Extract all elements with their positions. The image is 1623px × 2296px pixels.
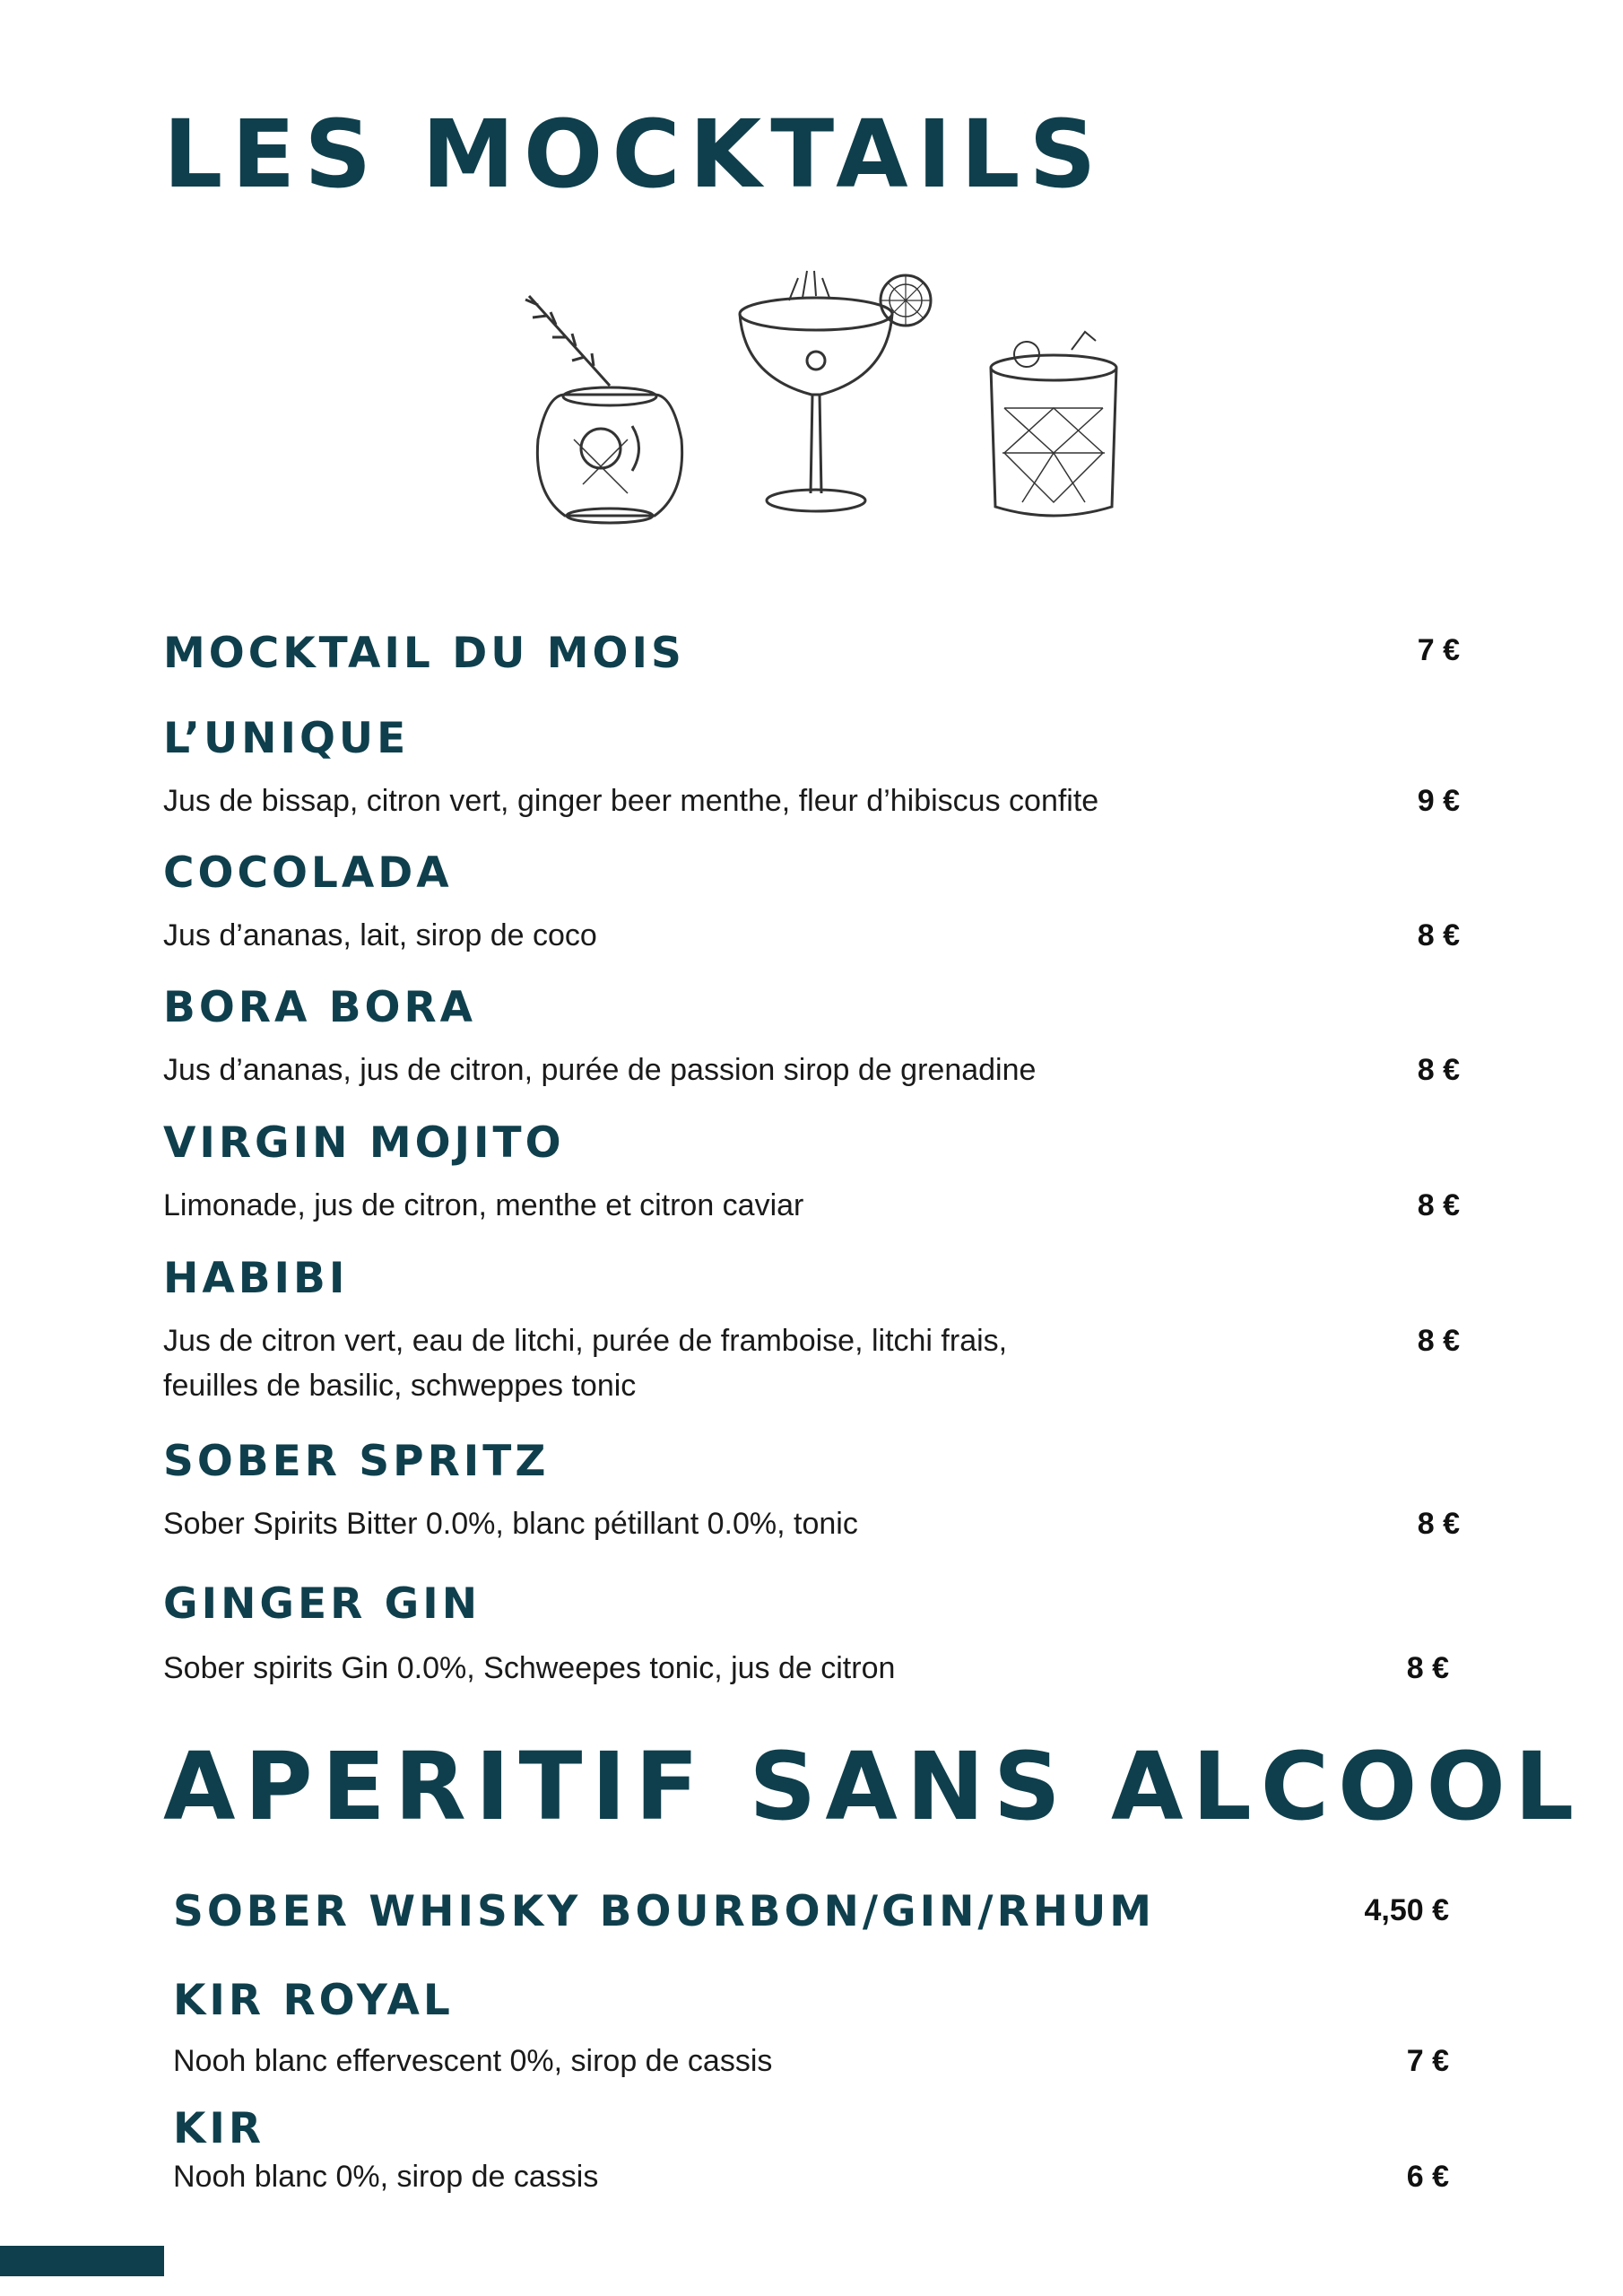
item-description: Jus de bissap, citron vert, ginger beer menthe, fleur d’hibiscus confite <box>163 784 1099 818</box>
rosemary-glass-icon <box>525 296 682 523</box>
item-price: 8 € <box>1417 1188 1460 1222</box>
item-price: 6 € <box>1406 2160 1449 2194</box>
item-price: 8 € <box>1417 1324 1460 1358</box>
item-description: Sober spirits Gin 0.0%, Schweepes tonic, jus de citron <box>163 1651 896 1685</box>
item-price: 8 € <box>1406 1651 1449 1685</box>
item-description-line-2: feuilles de basilic, schweppes tonic <box>163 1369 637 1403</box>
item-price: 8 € <box>1417 1507 1460 1541</box>
section-title-mocktails: LES MOCKTAILS <box>163 100 1106 209</box>
item-name: BORA BORA <box>163 983 477 1032</box>
item-description: Nooh blanc effervescent 0%, sirop de cassis <box>173 2044 773 2078</box>
item-description: Nooh blanc 0%, sirop de cassis <box>173 2160 599 2194</box>
item-price: 7 € <box>1417 633 1460 667</box>
corner-accent-bar <box>0 2246 164 2276</box>
item-name: L’UNIQUE <box>163 714 410 763</box>
margarita-glass-icon <box>740 271 931 511</box>
item-name: HABIBI <box>163 1254 349 1303</box>
item-description: Jus de citron vert, eau de litchi, purée de framboise, litchi frais, <box>163 1324 1008 1358</box>
item-description: Jus d’ananas, lait, sirop de coco <box>163 918 597 952</box>
item-price: 9 € <box>1417 784 1460 818</box>
item-name: KIR ROYAL <box>173 1976 454 2025</box>
item-description: Sober Spirits Bitter 0.0%, blanc pétillant 0.0%, tonic <box>163 1507 858 1541</box>
item-name: KIR <box>173 2104 265 2153</box>
item-description: Jus d’ananas, jus de citron, purée de passion sirop de grenadine <box>163 1053 1037 1087</box>
item-name: SOBER SPRITZ <box>163 1437 550 1486</box>
item-name: GINGER GIN <box>163 1579 482 1629</box>
old-fashioned-glass-icon <box>991 332 1116 516</box>
cocktail-illustrations <box>484 260 1148 547</box>
item-price: 8 € <box>1417 1053 1460 1087</box>
item-price: 4,50 € <box>1364 1893 1449 1927</box>
item-name: COCOLADA <box>163 848 453 898</box>
item-name: SOBER WHISKY BOURBON/GIN/RHUM <box>173 1887 1156 1936</box>
item-price: 7 € <box>1406 2044 1449 2078</box>
item-name: VIRGIN MOJITO <box>163 1118 565 1168</box>
item-price: 8 € <box>1417 918 1460 952</box>
section-title-aperitif: APERITIF SANS ALCOOL <box>163 1732 1584 1841</box>
item-description: Limonade, jus de citron, menthe et citron caviar <box>163 1188 804 1222</box>
item-name: MOCKTAIL DU MOIS <box>163 629 685 678</box>
